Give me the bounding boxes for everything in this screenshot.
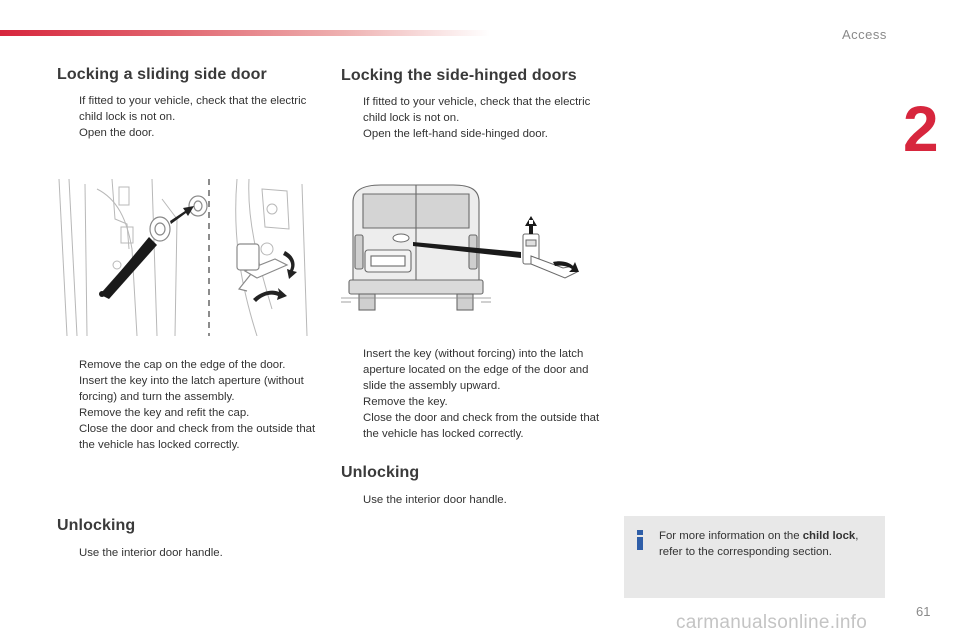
hinged-doors-unlocking-list xyxy=(341,492,603,508)
sliding-door-lock-illustration xyxy=(57,179,315,336)
list-item: Insert the key (without forcing) into the latch aperture located on the edge of the door and slide the assembly upward. xyxy=(363,348,589,392)
sliding-door-steps xyxy=(57,357,327,453)
sliding-door-unlocking xyxy=(57,517,327,561)
list-item: Open the left-hand side-hinged door. xyxy=(363,128,548,140)
hinged-doors-illustration xyxy=(341,180,587,312)
left-column xyxy=(57,66,327,141)
list-item: Use the interior door handle. xyxy=(363,494,507,506)
sliding-door-unlocking-title: Unlocking xyxy=(57,517,136,534)
info-text: For more information on the child lock, refer to the corresponding section. xyxy=(659,530,859,558)
chapter-number: 2 xyxy=(903,93,939,165)
hinged-doors-title: Locking the side-hinged doors xyxy=(341,67,577,84)
right-column xyxy=(341,67,603,142)
hinged-doors-unlocking xyxy=(341,464,603,508)
section-label: Access xyxy=(842,27,887,42)
watermark: carmanualsonline.info xyxy=(676,612,868,633)
list-item: Close the door and check from the outside that the vehicle has locked correctly. xyxy=(363,412,600,440)
list-item: Remove the cap on the edge of the door. xyxy=(79,359,286,371)
hinged-doors-unlocking-title: Unlocking xyxy=(341,464,420,481)
info-box xyxy=(624,516,885,598)
info-icon xyxy=(634,530,646,550)
list-item: Open the door. xyxy=(79,127,155,139)
page-number: 61 xyxy=(916,604,931,619)
hinged-doors-steps-list xyxy=(341,346,603,442)
list-item: Close the door and check from the outside that the vehicle has locked correctly. xyxy=(79,423,316,451)
list-item: Remove the key and refit the cap. xyxy=(79,407,250,419)
list-item: Remove the key. xyxy=(363,396,448,408)
sliding-door-intro-list xyxy=(57,93,327,141)
header-accent-bar xyxy=(0,30,490,36)
list-item: Insert the key into the latch aperture (without forcing) and turn the assembly. xyxy=(79,375,304,403)
sliding-door-steps-list xyxy=(57,357,327,453)
sliding-door-unlocking-list xyxy=(57,545,327,561)
list-item: Use the interior door handle. xyxy=(79,547,223,559)
sliding-door-title: Locking a sliding side door xyxy=(57,66,267,83)
hinged-doors-steps xyxy=(341,346,603,442)
list-item: If fitted to your vehicle, check that the electric child lock is not on. xyxy=(79,95,307,123)
list-item: If fitted to your vehicle, check that the electric child lock is not on. xyxy=(363,96,591,124)
hinged-doors-intro-list xyxy=(341,94,603,142)
child-lock-term: child lock xyxy=(802,530,856,542)
